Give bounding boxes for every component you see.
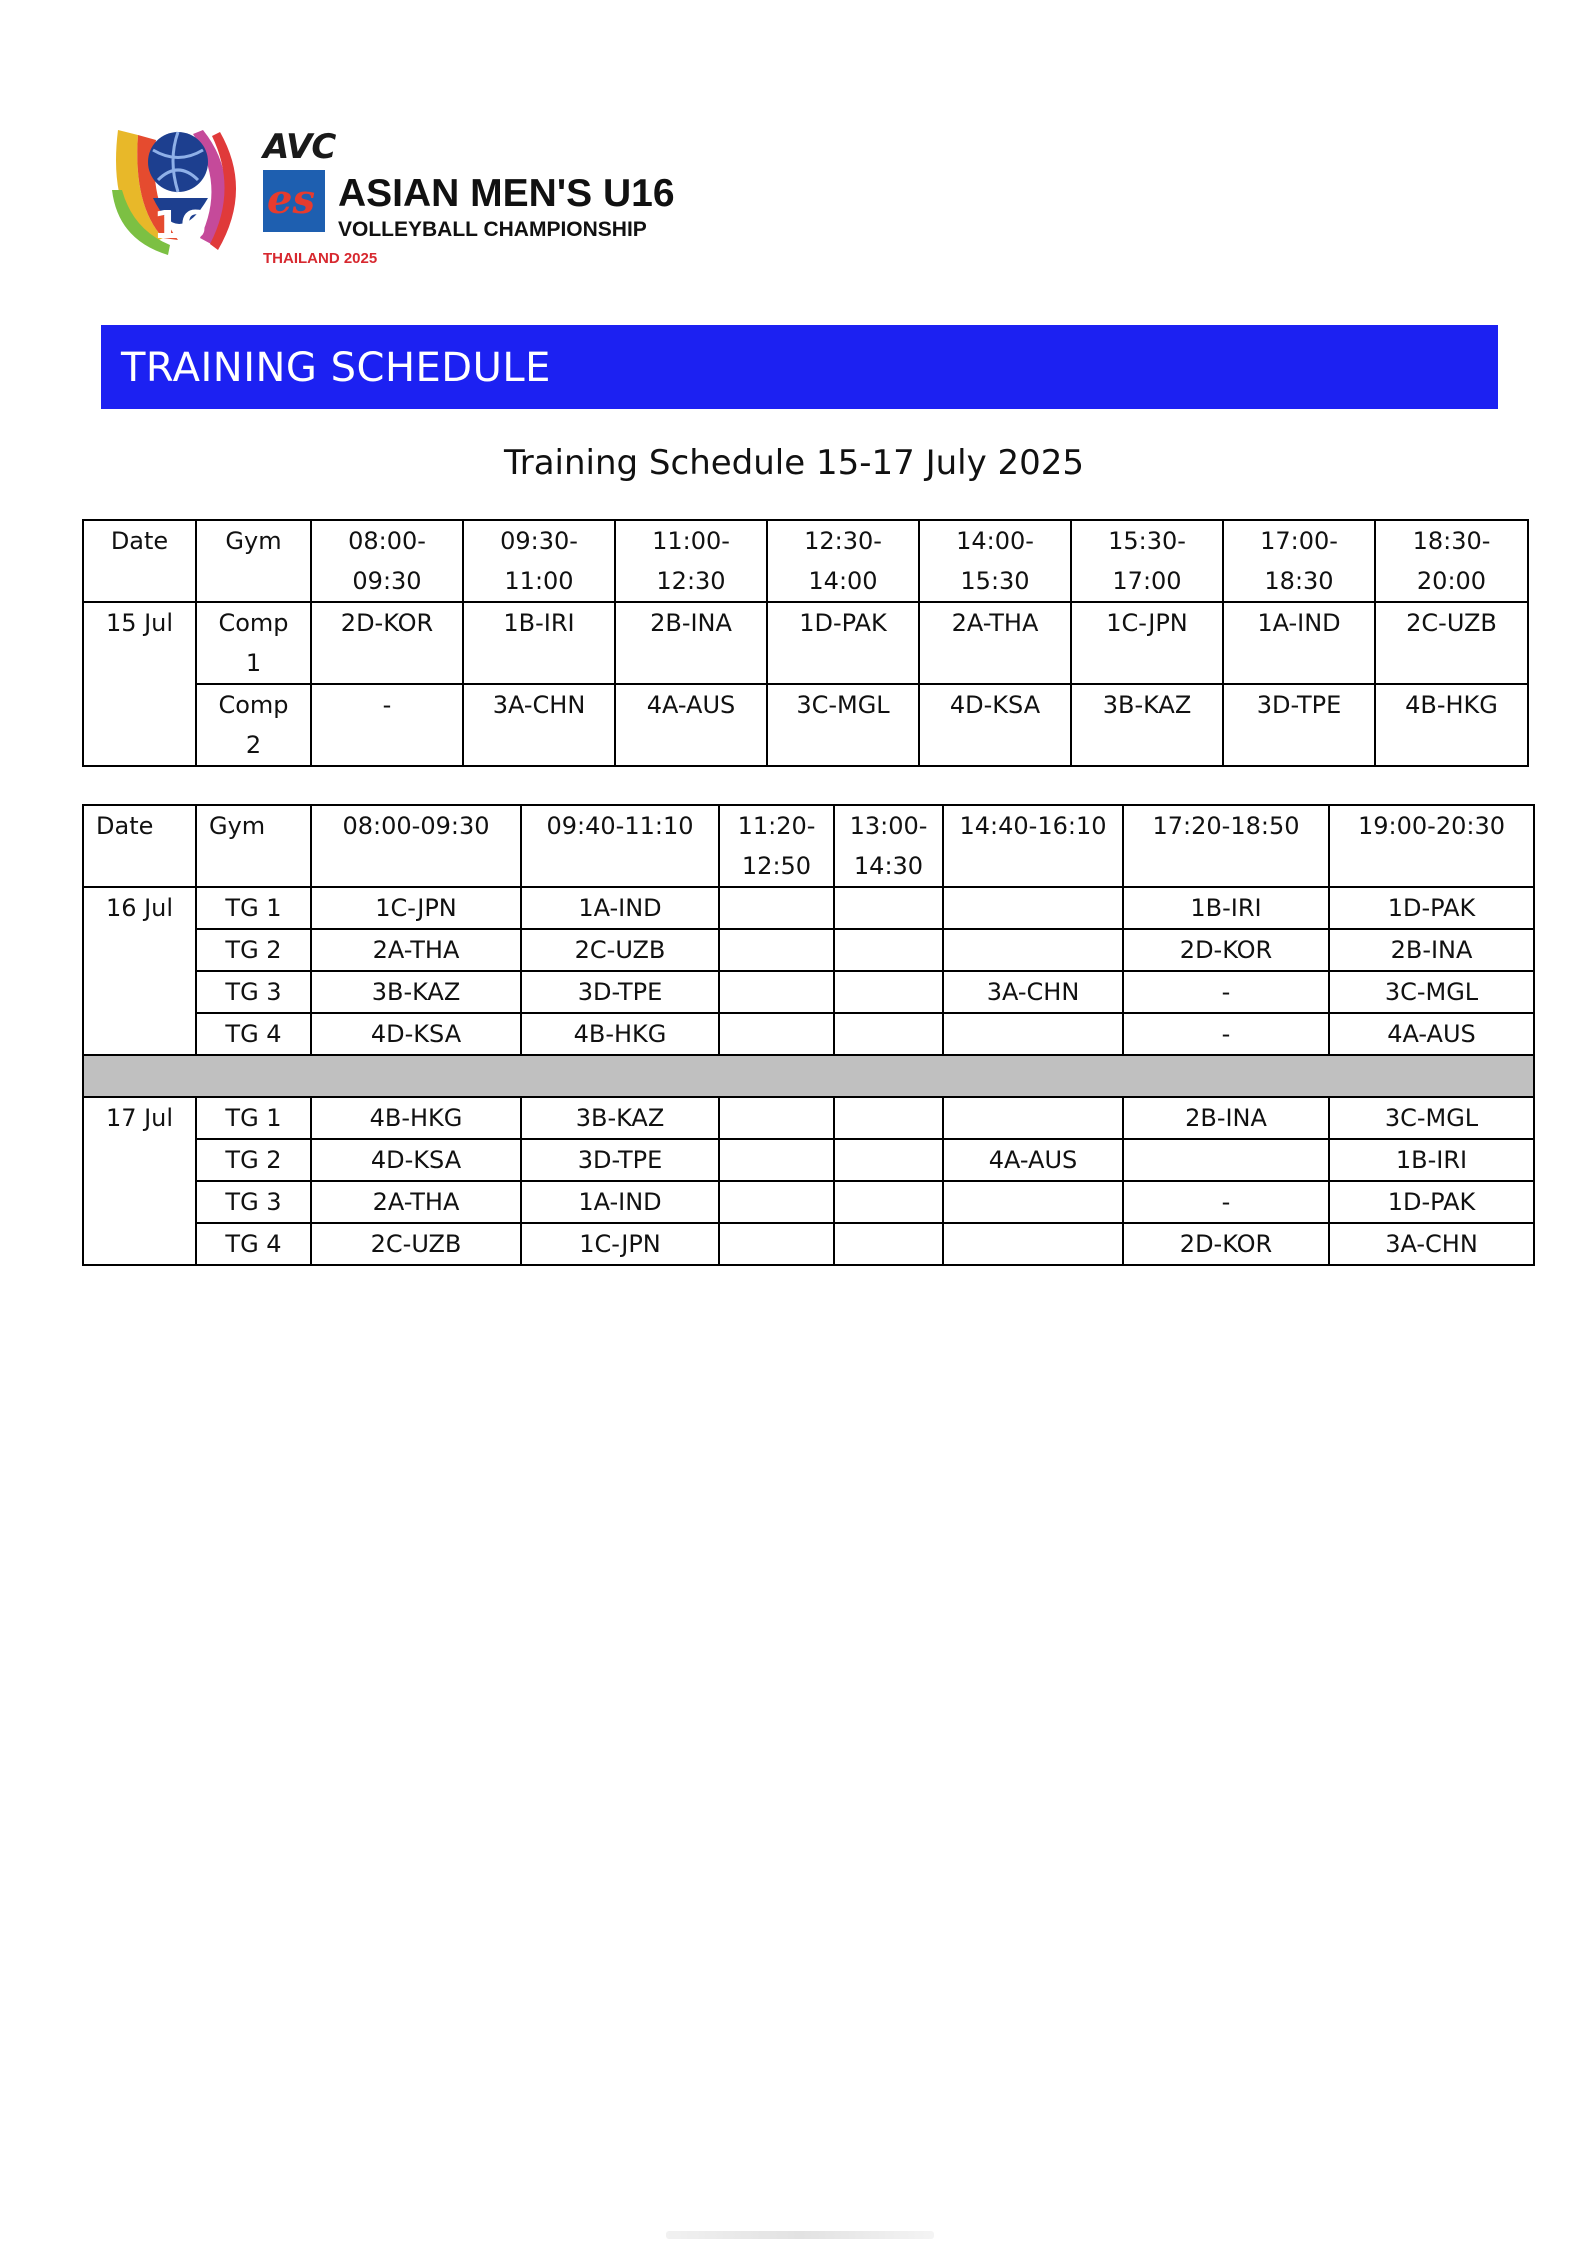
slot-cell: 1D-PAK [1329, 1181, 1534, 1223]
gym-cell: TG 2 [196, 1139, 311, 1181]
slot-cell [719, 1013, 834, 1055]
slot-cell: 1A-IND [1223, 602, 1375, 684]
slot-cell: 2A-THA [919, 602, 1071, 684]
event-logo [108, 120, 688, 270]
gym-cell: Comp 1 [196, 602, 311, 684]
schedule-table-16-17-jul [82, 804, 1535, 1266]
slot-cell: 3D-TPE [1223, 684, 1375, 766]
slot-cell [834, 887, 943, 929]
slot-cell: 3A-CHN [463, 684, 615, 766]
table-row [83, 971, 1534, 1013]
page-footer-mark [666, 2231, 934, 2239]
slot-cell: 2D-KOR [311, 602, 463, 684]
gym-cell: TG 1 [196, 1097, 311, 1139]
svg-text:16: 16 [153, 203, 207, 247]
slot-cell: 2C-UZB [311, 1223, 521, 1265]
slot-cell [719, 887, 834, 929]
slot-cell: 4D-KSA [311, 1013, 521, 1055]
slot-cell: 2D-KOR [1123, 1223, 1329, 1265]
table-row [83, 1223, 1534, 1265]
slot-cell [943, 1181, 1123, 1223]
header-cell: 13:00- 14:30 [834, 805, 943, 887]
slot-cell: 4A-AUS [615, 684, 767, 766]
slot-cell: 4A-AUS [1329, 1013, 1534, 1055]
slot-cell: 1D-PAK [767, 602, 919, 684]
slot-cell: 1D-PAK [1329, 887, 1534, 929]
separator-cell [83, 1055, 1534, 1097]
slot-cell: 3D-TPE [521, 1139, 719, 1181]
slot-cell [719, 1181, 834, 1223]
header-cell: 19:00-20:30 [1329, 805, 1534, 887]
slot-cell: 3B-KAZ [311, 971, 521, 1013]
slot-cell: 2B-INA [1123, 1097, 1329, 1139]
slot-cell: 1B-IRI [463, 602, 615, 684]
event-name: ASIAN MEN'S U16 [338, 172, 675, 215]
header-cell: 17:00- 18:30 [1223, 520, 1375, 602]
slot-cell [943, 1097, 1123, 1139]
gym-cell: TG 1 [196, 887, 311, 929]
date-cell: 16 Jul [83, 887, 196, 1055]
table-header-row [83, 520, 1528, 602]
avc-wordmark: AVC [263, 127, 336, 167]
slot-cell [834, 971, 943, 1013]
banner-title: TRAINING SCHEDULE [121, 345, 551, 391]
slot-cell: 2B-INA [1329, 929, 1534, 971]
slot-cell: - [1123, 1013, 1329, 1055]
slot-cell: 3B-KAZ [1071, 684, 1223, 766]
slot-cell: 2A-THA [311, 929, 521, 971]
slot-cell [719, 971, 834, 1013]
gym-cell: TG 2 [196, 929, 311, 971]
volleyball-emblem-icon [108, 120, 248, 260]
event-host: THAILAND 2025 [263, 250, 378, 267]
slot-cell: 2C-UZB [521, 929, 719, 971]
slot-cell [834, 1181, 943, 1223]
slot-cell: 3C-MGL [767, 684, 919, 766]
header-cell: 14:00- 15:30 [919, 520, 1071, 602]
gym-cell: TG 3 [196, 971, 311, 1013]
header-cell: Date [83, 520, 196, 602]
header-cell: 11:00- 12:30 [615, 520, 767, 602]
slot-cell [719, 1223, 834, 1265]
slot-cell: 3D-TPE [521, 971, 719, 1013]
table-row [83, 887, 1534, 929]
date-cell: 15 Jul [83, 602, 196, 766]
slot-cell [834, 929, 943, 971]
slot-cell: 4A-AUS [943, 1139, 1123, 1181]
slot-cell: 3C-MGL [1329, 1097, 1534, 1139]
slot-cell [834, 1223, 943, 1265]
slot-cell [719, 1139, 834, 1181]
slot-cell [719, 929, 834, 971]
slot-cell [1123, 1139, 1329, 1181]
slot-cell: 1A-IND [521, 887, 719, 929]
slot-cell [943, 929, 1123, 971]
header-cell: 09:40-11:10 [521, 805, 719, 887]
header-cell: 17:20-18:50 [1123, 805, 1329, 887]
table-header-row [83, 805, 1534, 887]
header-cell: 09:30- 11:00 [463, 520, 615, 602]
header-cell: 08:00-09:30 [311, 805, 521, 887]
slot-cell: 3B-KAZ [521, 1097, 719, 1139]
slot-cell: 1C-JPN [311, 887, 521, 929]
slot-cell [943, 887, 1123, 929]
header-cell: Date [83, 805, 196, 887]
slot-cell: 3A-CHN [1329, 1223, 1534, 1265]
slot-cell: 1B-IRI [1123, 887, 1329, 929]
day-separator-row [83, 1055, 1534, 1097]
header-cell: 12:30- 14:00 [767, 520, 919, 602]
slot-cell: 4B-HKG [311, 1097, 521, 1139]
table-row [83, 929, 1534, 971]
header-cell: 08:00- 09:30 [311, 520, 463, 602]
header-cell: 15:30- 17:00 [1071, 520, 1223, 602]
header-cell: 11:20- 12:50 [719, 805, 834, 887]
slot-cell: - [1123, 971, 1329, 1013]
date-cell: 17 Jul [83, 1097, 196, 1265]
slot-cell: 1A-IND [521, 1181, 719, 1223]
slot-cell: - [311, 684, 463, 766]
header-cell: 14:40-16:10 [943, 805, 1123, 887]
slot-cell: 1C-JPN [521, 1223, 719, 1265]
slot-cell [943, 1013, 1123, 1055]
page-title: Training Schedule 15-17 July 2025 [503, 443, 1085, 483]
schedule-table-15-jul [82, 519, 1529, 767]
slot-cell: 4D-KSA [311, 1139, 521, 1181]
slot-cell: 2A-THA [311, 1181, 521, 1223]
slot-cell: 4D-KSA [919, 684, 1071, 766]
slot-cell: 2C-UZB [1375, 602, 1528, 684]
table-row [83, 1139, 1534, 1181]
gym-cell: TG 4 [196, 1223, 311, 1265]
header-cell: 18:30- 20:00 [1375, 520, 1528, 602]
header-cell: Gym [196, 520, 311, 602]
slot-cell: - [1123, 1181, 1329, 1223]
table-row [83, 602, 1528, 684]
slot-cell: 2D-KOR [1123, 929, 1329, 971]
slot-cell: 4B-HKG [1375, 684, 1528, 766]
slot-cell: 3C-MGL [1329, 971, 1534, 1013]
slot-cell [943, 1223, 1123, 1265]
slot-cell: 4B-HKG [521, 1013, 719, 1055]
table-row [83, 1097, 1534, 1139]
header-cell: Gym [196, 805, 311, 887]
section-banner [101, 325, 1498, 409]
slot-cell: 2B-INA [615, 602, 767, 684]
slot-cell [834, 1013, 943, 1055]
slot-cell: 1B-IRI [1329, 1139, 1534, 1181]
sponsor-logo: es [263, 170, 325, 232]
table-row [83, 684, 1528, 766]
slot-cell: 3A-CHN [943, 971, 1123, 1013]
table-row [83, 1013, 1534, 1055]
slot-cell [719, 1097, 834, 1139]
table-row [83, 1181, 1534, 1223]
gym-cell: Comp 2 [196, 684, 311, 766]
slot-cell: 1C-JPN [1071, 602, 1223, 684]
slot-cell [834, 1139, 943, 1181]
event-subtitle: VOLLEYBALL CHAMPIONSHIP [338, 218, 647, 241]
gym-cell: TG 4 [196, 1013, 311, 1055]
slot-cell [834, 1097, 943, 1139]
gym-cell: TG 3 [196, 1181, 311, 1223]
